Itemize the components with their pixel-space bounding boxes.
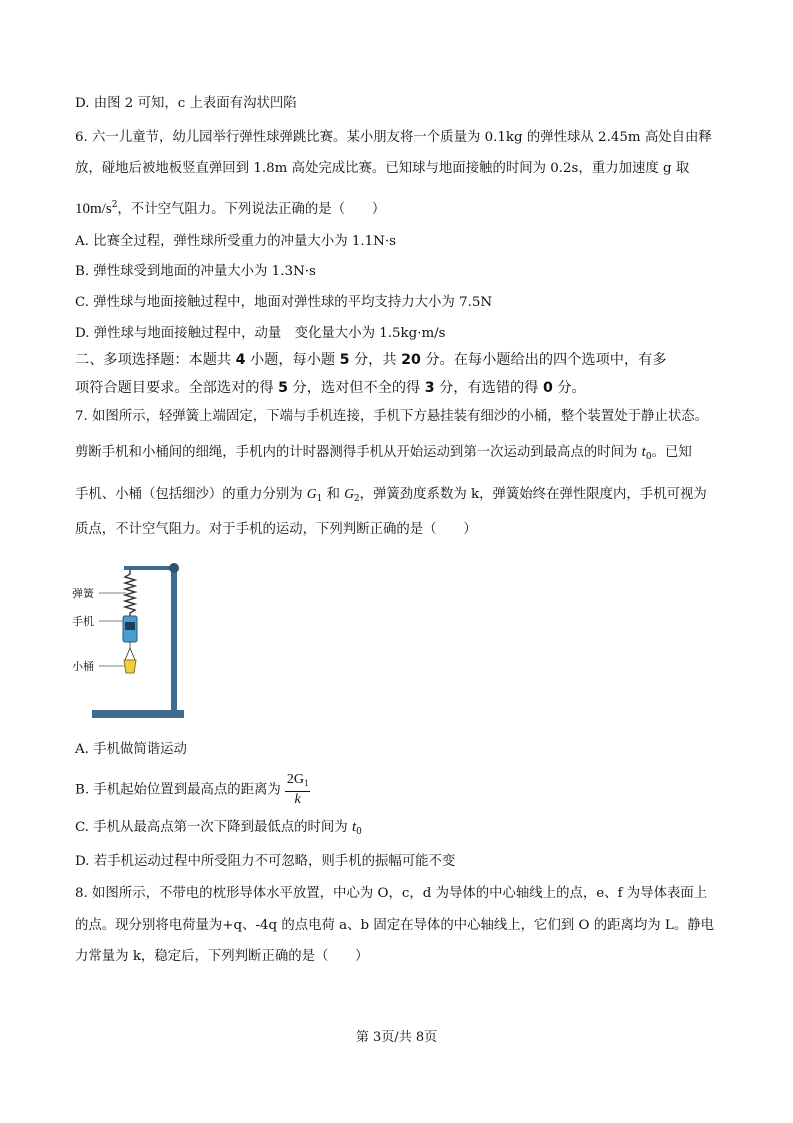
fraction-2g1-over-k <box>285 772 311 808</box>
spring-phone-figure <box>70 560 200 725</box>
sec2-text: 分，选对但不全的得 <box>288 380 425 396</box>
symbol-t-subscript: 0 <box>356 827 362 837</box>
sec2-count: 4 <box>235 352 246 368</box>
sec2-text: 项符合题目要求。全部选对的得 <box>75 380 279 396</box>
q7-stem-line-2 <box>75 442 745 467</box>
q6-option-d: D. 弹性球与地面接触过程中，动量 变化量大小为 1.5kg·m/s <box>75 326 446 341</box>
symbol-g2-subscript: 2 <box>353 494 360 504</box>
label-leaders <box>99 593 126 666</box>
q6-stem-line-3-rest: ，不计空气阻力。下列说法正确的是（ ） <box>117 202 386 217</box>
label-spring: 弹簧 <box>72 587 94 600</box>
sec2-points-total: 20 <box>401 352 421 368</box>
sec2-wrong-points: 0 <box>542 380 553 396</box>
sec2-text: 小题，每小题 <box>245 352 340 368</box>
q7-text: ，弹簧劲度系数为 k，弹簧始终在弹性限度内，手机可视为 <box>359 487 707 502</box>
sec2-partial-points: 3 <box>424 380 435 396</box>
q7-text: 手机、小桶（包括细沙）的重力分别为 <box>75 487 307 502</box>
symbol-t-subscript: 0 <box>645 452 652 462</box>
symbol-t: t <box>351 819 357 835</box>
symbol-t: t <box>641 444 646 460</box>
q6-stem-line-3 <box>75 195 745 220</box>
unit-exponent: 2 <box>111 200 118 210</box>
q5-option-d: D. 由图 2 可知，c 上表面有沟状凹陷 <box>75 96 297 111</box>
bucket <box>124 660 136 673</box>
q8-stem-line-3: 力常量为 k，稳定后，下列判断正确的是（ ） <box>75 949 369 964</box>
q8-stem-line-1: 8. 如图所示，不带电的枕形导体水平放置，中心为 O，c，d 为导体的中心轴线上的点，e、f 为导体表面上 <box>75 886 708 901</box>
label-phone: 手机 <box>72 615 94 628</box>
section-2-heading-line-2 <box>75 378 745 398</box>
q7-text: 。已知 <box>651 445 692 460</box>
q6-option-a: A. 比赛全过程，弹性球所受重力的冲量大小为 1.1N·s <box>75 234 397 249</box>
q8-stem-line-2: 的点。现分别将电荷量为+q、-4q 的点电荷 a、b 固定在导体的中心轴线上，它们到 O 的距离均为 L。静电 <box>75 918 714 933</box>
sec2-text: 分，共 <box>349 352 402 368</box>
symbol-g2: G <box>344 486 354 501</box>
fraction-numerator-subscript: 1 <box>303 778 309 788</box>
fraction-denominator: k <box>294 792 301 807</box>
spring <box>125 570 135 616</box>
sec2-text: 分。 <box>552 380 586 396</box>
q6-option-b: B. 弹性球受到地面的冲量大小为 1.3N·s <box>75 264 316 279</box>
stand-pole <box>171 566 177 712</box>
sec2-text: 分。在每小题给出的四个选项中，有多 <box>420 352 667 368</box>
sec2-text: 二、多项选择题：本题共 <box>75 352 236 368</box>
q7-option-d: D. 若手机运动过程中所受阻力不可忽略，则手机的振幅可能不变 <box>75 854 456 869</box>
sec2-full-points: 5 <box>278 380 289 396</box>
bucket-strings <box>125 642 135 660</box>
stand-clamp <box>169 563 179 573</box>
q7b-text: B. 手机起始位置到最高点的距离为 <box>75 782 281 798</box>
sec2-points-each: 5 <box>339 352 350 368</box>
stand-base <box>92 710 184 718</box>
fraction-numerator: 2G <box>286 772 304 787</box>
phone-screen <box>125 622 135 630</box>
symbol-g1-subscript: 1 <box>316 494 323 504</box>
page-footer: 第 3页/共 8页 <box>355 1030 438 1045</box>
symbol-g1: G <box>306 486 317 501</box>
acceleration-unit: 10m/s <box>75 201 112 217</box>
label-bucket: 小桶 <box>72 660 94 673</box>
q7-stem-line-1: 7. 如图所示，轻弹簧上端固定，下端与手机连接，手机下方悬挂装有细沙的小桶，整个装置处于静止状态。 <box>75 409 708 424</box>
section-2-heading-line-1 <box>75 350 745 370</box>
sec2-text: 分，有选错的得 <box>434 380 543 396</box>
q7-option-b <box>75 772 745 808</box>
q7-stem-line-4: 质点，不计空气阻力。对于手机的运动，下列判断正确的是（ ） <box>75 522 477 537</box>
q7-option-c <box>75 817 745 842</box>
q7-stem-line-3 <box>75 484 745 509</box>
stand-arm <box>124 566 174 570</box>
q7-option-a: A. 手机做简谐运动 <box>75 742 187 757</box>
q6-stem-line-1: 6. 六一儿童节，幼儿园举行弹性球弹跳比赛。某小朋友将一个质量为 0.1kg 的弹性球从 2.45m 高处自由释 <box>75 130 712 145</box>
q7-text: 剪断手机和小桶间的细绳，手机内的计时器测得手机从开始运动到第一次运动到最高点的时间为 <box>75 445 642 460</box>
q7c-text: C. 手机从最高点第一次下降到最低点的时间为 <box>75 820 352 835</box>
q6-option-c: C. 弹性球与地面接触过程中，地面对弹性球的平均支持力大小为 7.5N <box>75 295 493 310</box>
q6-stem-line-2: 放，碰地后被地板竖直弹回到 1.8m 高处完成比赛。已知球与地面接触的时间为 0.2s，重力加速度 g 取 <box>75 161 690 176</box>
q7-text: 和 <box>322 487 345 502</box>
